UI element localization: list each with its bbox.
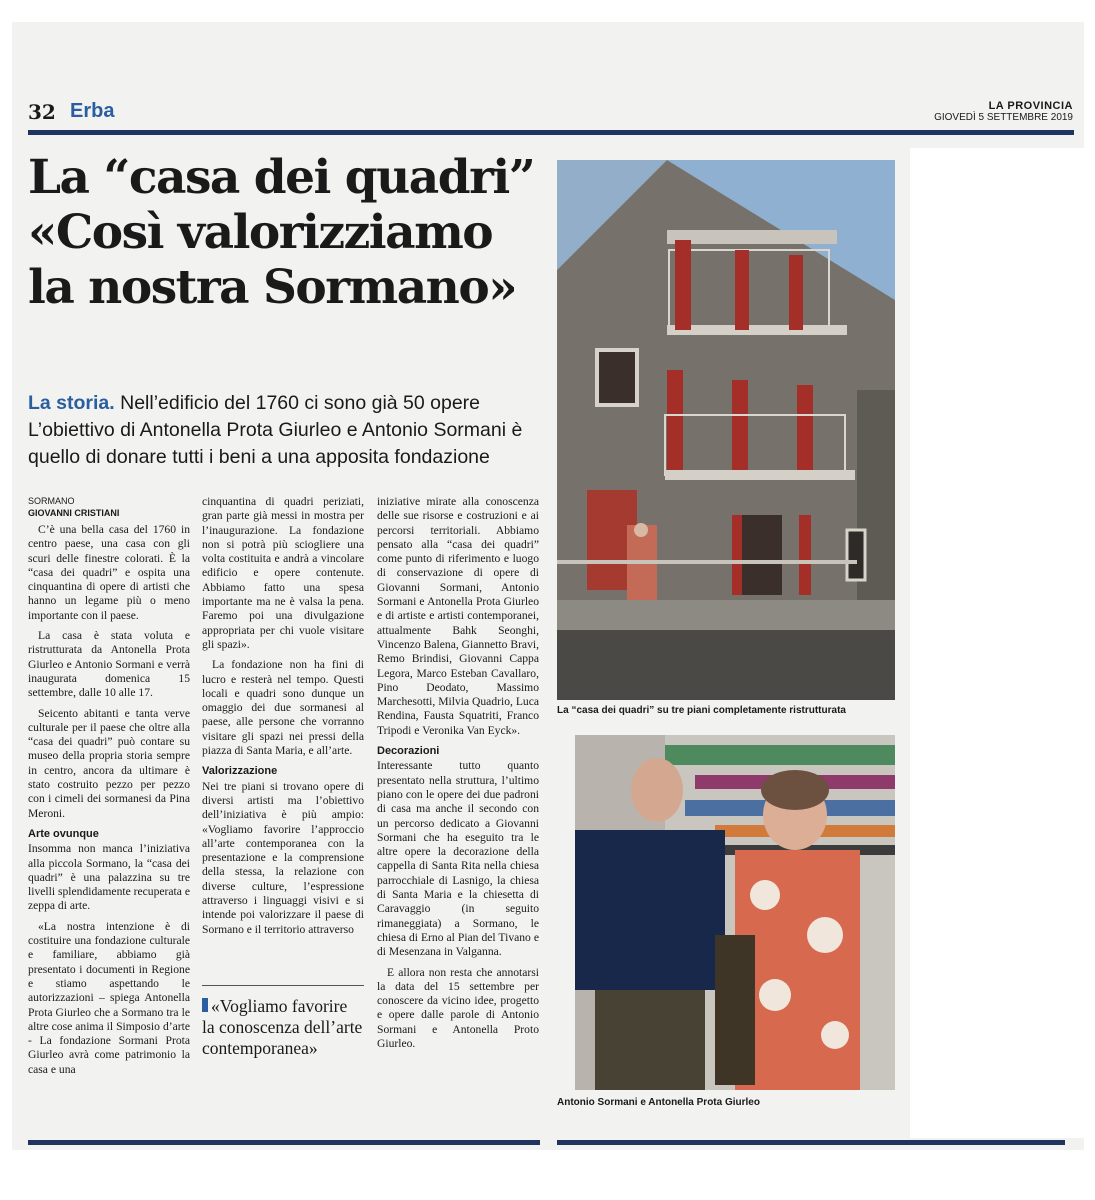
article-column-1 [28,523,190,1083]
footer-rule [557,1140,1065,1145]
masthead [934,100,1073,123]
paragraph: iniziative mirate alla conoscenza delle sue risorse e costruzioni e ai percorsi territoriali. Abbiamo pensato alla “casa dei quadri” come punto di riferimento e luogo di conservazione di opere di Giovanni Sormani, Antonio Sormani e Antonella Prota Giurleo e di artiste e artisti contemporanei, attualmente Bahk Seonghi, Vincenzo Balena, Giannetto Bravi, Remo Brindisi, Giovanni Cappa Legora, Marco Esteban Cavallaro, Pino Deodato, Massimo Marchesotti, Milvia Quadrio, Luca Rendina, Fausta Squatriti, Franco Tripodi e Veronika Van Eyck». [377,495,539,737]
publication-date: GIOVEDÌ 5 SETTEMBRE 2019 [934,112,1073,123]
house-illustration [557,160,895,700]
section-name: Erba [70,100,115,122]
subheading: Arte ovunque [28,827,99,840]
pull-quote [202,985,364,1059]
paragraph: cinquantina di quadri periziati, gran parte già messi in mostra per l’inaugurazione. La fondazione non si potrà più sciogliere una volta costituita e andrà a vincolare edificio e opere contenute. Abbiamo fatto una spesa importante ma ne è valsa la pena. Faremo poi una divulgazione appropriata per chi vuole visitare gli spazi». [202,495,364,651]
headline [28,150,548,315]
subheadline-text: Nell’edificio del 1760 ci sono già 50 opere L’obiettivo di Antonella Prota Giurleo e Antonio Sormani è quello di donare tutti i beni a una apposita fondazione [28,392,523,468]
paragraph: La fondazione non ha fini di lucro e resterà nel tempo. Questi locali e quadri sono dunque un omaggio dei due sormanesi al paese, alle persone che vorranno visitare gli spazi nei pressi della piazza di Santa Maria, e all’arte. [202,658,364,758]
portrait-photo [575,735,895,1090]
headline-line: la nostra Sormano» [28,260,517,315]
dateline: SORMANO [28,496,75,506]
paragraph: E allora non resta che annotarsi la data del 15 settembre per conoscere da vicino idee, progetto e opere dalle parole di Antonio Sormani e Antonella Proto Giurleo. [377,965,539,1050]
quote-marker [202,998,208,1012]
paragraph: Seicento abitanti e tanta verve culturale per il paese che oltre alla “casa dei quadri” può contare su museo della propria storia sempre in centro, ancora da ultimare è stato costruito pezzo per pezzo con i cimeli dei sormanesi da Pina Meroni. [28,706,190,820]
photo-caption: Antonio Sormani e Antonella Prota Giurleo [557,1097,760,1108]
footer-rule [28,1140,540,1145]
paragraph: «La nostra intenzione è di costituire una fondazione culturale e familiare, abbiamo già presentato i documenti in Regione e stiamo aspettando le autorizzazioni – spiega Antonella Prota Giurleo che a Sormano tra le altre cose anima il Simposio d’arte - La fondazione Sormani Prota Giurleo avrà come patrimonio la casa e una [28,919,190,1076]
page-margin [910,148,1095,1138]
publication-name: LA PROVINCIA [988,100,1073,112]
subheading: Decorazioni [377,745,440,758]
house-photo [557,160,895,700]
header-rule [28,130,1074,135]
paragraph: Interessante tutto quanto presentato nella struttura, l’ultimo piano con le opere dei due padroni di casa ma anche il secondo con un percorso dedicato a Giovanni Sormani che ha eseguito tra le altre opere la decorazione della cappella di Santa Rita nella chiesa parrocchiale di Lasnigo, la chiesa di Santa Maria e la chiesetta di Caravaggio (in seguito rimaneggiata) a Sormano, le chiesa di Erno al Pian del Tivano e di Mesenzana in Valganna. [377,759,539,959]
headline-line: La “casa dei quadri” [28,150,535,205]
paragraph: Insomma non manca l’iniziativa alla piccola Sormano, la “casa dei quadri” è una palazzina su tre livelli splendidamente recuperata e zeppa di arte. [28,842,190,913]
paragraph: Nei tre piani si trovano opere di diversi artisti ma l’obiettivo dell’iniziativa è più ampio: «Vogliamo favorire l’approccio all’arte contemporanea con la presentazione e la comprensione della stessa, la relazione con diverse culture, l’espressione attraverso i linguaggi visivi e si intende poi valorizzare il paese di Sormano e il territorio attraverso [202,779,364,936]
paragraph: C’è una bella casa del 1760 in centro paese, una casa con gli scuri delle finestre colorati. È la “casa dei quadri” e ospita una cinquantina di opere di artisti che hanno un legame più o meno importante con il paese. [28,523,190,622]
paragraph: La casa è stata voluta e ristrutturata da Antonella Prota Giurleo e Antonio Sormani e verrà inaugurata domenica 15 settembre, dalle 10 alle 17. [28,629,190,700]
page-number: 32 [28,100,56,124]
article-column-3 [377,495,539,1057]
photo-caption: La “casa dei quadri” su tre piani completamente ristrutturata [557,705,846,716]
article-column-2 [202,495,364,943]
headline-line: «Così valorizziamo [28,205,493,260]
byline [28,495,119,519]
author: GIOVANNI CRISTIANI [28,508,120,518]
subheadline [28,390,548,471]
pull-quote-text: «Vogliamo favorire la conoscenza dell’arte contemporanea» [202,996,363,1058]
subheading: Valorizzazione [202,765,278,778]
portrait-illustration [575,735,895,1090]
subheadline-lead: La storia. [28,392,115,414]
